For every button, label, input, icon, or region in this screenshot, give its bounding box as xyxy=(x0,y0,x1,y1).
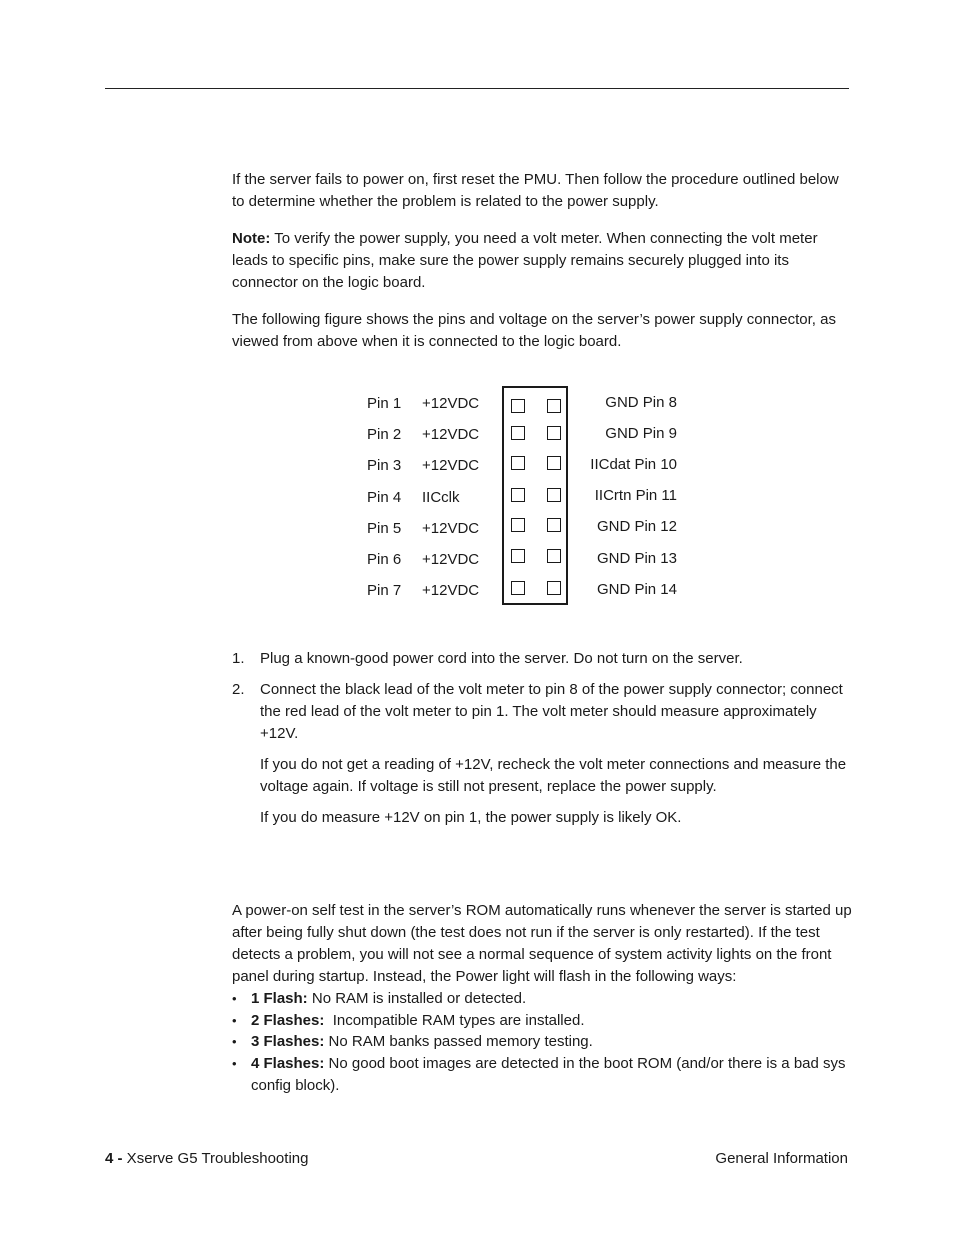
step-number: 2. xyxy=(232,681,245,698)
note-text: To verify the power supply, you need a volt meter. When connecting the volt meter leads to specific pins, make sure the power supply remains securely plugged into its connector on the logic board. xyxy=(232,230,818,291)
pin-label-right: GND Pin 14 xyxy=(596,581,677,598)
bullet-text: No good boot images are detected in the boot ROM (and/or there is a bad sys config block). xyxy=(251,1055,846,1094)
pin-signal: IICclk xyxy=(422,489,460,506)
pin-signal: +12VDC xyxy=(422,426,480,443)
pin-square xyxy=(547,399,561,413)
post-intro-paragraph: A power-on self test in the server’s ROM automatically runs whenever the server is started up after being fully shut down (the test does not run if the server is only restarted). If the test detects a problem, you will not see a normal sequence of system activity lights on the front panel during startup. Instead, the Power light will flash in the following ways: xyxy=(232,902,852,985)
bullet-label: 3 Flashes: xyxy=(251,1033,325,1050)
bullet-item xyxy=(251,988,851,1010)
pin-signal: +12VDC xyxy=(422,582,480,599)
footer-section: General Information xyxy=(715,1150,848,1167)
pin-signal: +12VDC xyxy=(422,457,480,474)
pin-square xyxy=(511,581,525,595)
pin-square xyxy=(547,426,561,440)
pin-signal: +12VDC xyxy=(422,551,480,568)
bullet-marker: • xyxy=(232,1056,237,1071)
pin-label-right: IICdat Pin 10 xyxy=(590,456,677,473)
bullet-text: Incompatible RAM types are installed. xyxy=(324,1012,585,1029)
pin-square xyxy=(511,399,525,413)
pin-square xyxy=(547,581,561,595)
pin-label: Pin 5 xyxy=(367,520,402,537)
bullet-item xyxy=(251,1010,851,1032)
document-title: Xserve G5 Troubleshooting xyxy=(122,1150,309,1167)
intro-paragraph: If the server fails to power on, first reset the PMU. Then follow the procedure outlined below to determine whether the problem is related to the power supply. xyxy=(232,171,839,210)
note-paragraph xyxy=(232,228,852,294)
connector-outline xyxy=(502,386,568,605)
step-text: Connect the black lead of the volt meter to pin 8 of the power supply connector; connect the red lead of the volt meter to pin 1. The volt meter should measure approximately +12V. xyxy=(260,681,843,742)
pin-square xyxy=(547,549,561,563)
bullet-item xyxy=(251,1053,846,1097)
pin-square xyxy=(511,426,525,440)
bullet-marker: • xyxy=(232,1034,237,1049)
step-note: If you do not get a reading of +12V, recheck the volt meter connections and measure the voltage again. If voltage is still not present, replace the power supply. xyxy=(260,756,847,795)
note-label: Note: xyxy=(232,230,271,247)
bullet-item xyxy=(251,1031,851,1053)
pin-signal: +12VDC xyxy=(422,520,480,537)
bullet-text: No RAM is installed or detected. xyxy=(307,990,527,1007)
pin-label-right: GND Pin 8 xyxy=(605,394,677,411)
pin-signal: +12VDC xyxy=(422,395,480,412)
pin-label: Pin 7 xyxy=(367,582,402,599)
pin-label-right: IICrtn Pin 11 xyxy=(594,487,677,504)
pin-label: Pin 3 xyxy=(367,457,402,474)
step-text: Plug a known-good power cord into the server. Do not turn on the server. xyxy=(260,650,743,667)
pin-label: Pin 6 xyxy=(367,551,402,568)
pin-label: Pin 2 xyxy=(367,426,402,443)
pin-square xyxy=(547,456,561,470)
pin-square xyxy=(547,518,561,532)
pin-label-right: GND Pin 12 xyxy=(596,518,677,535)
footer-left xyxy=(105,1150,308,1168)
pin-label-right: GND Pin 9 xyxy=(605,425,677,442)
pin-label: Pin 1 xyxy=(367,395,402,412)
pin-label-right: GND Pin 13 xyxy=(596,550,677,567)
pin-label: Pin 4 xyxy=(367,489,402,506)
step-number: 1. xyxy=(232,650,245,667)
pin-square xyxy=(547,488,561,502)
bullet-label: 4 Flashes: xyxy=(251,1055,325,1072)
bullet-marker: • xyxy=(232,991,237,1006)
bullet-text: No RAM banks passed memory testing. xyxy=(324,1033,593,1050)
step-note: If you do measure +12V on pin 1, the power supply is likely OK. xyxy=(260,809,682,826)
pin-square xyxy=(511,518,525,532)
bullet-marker: • xyxy=(232,1013,237,1028)
pin-square xyxy=(511,456,525,470)
bullet-label: 2 Flashes: xyxy=(251,1012,325,1029)
pin-square xyxy=(511,488,525,502)
header-rule xyxy=(105,88,849,89)
figure-intro-paragraph: The following figure shows the pins and voltage on the server’s power supply connector, as viewed from above when it is connected to the logic board. xyxy=(232,311,836,350)
page-number: 4 - xyxy=(105,1150,123,1167)
bullet-label: 1 Flash: xyxy=(251,990,308,1007)
pin-square xyxy=(511,549,525,563)
